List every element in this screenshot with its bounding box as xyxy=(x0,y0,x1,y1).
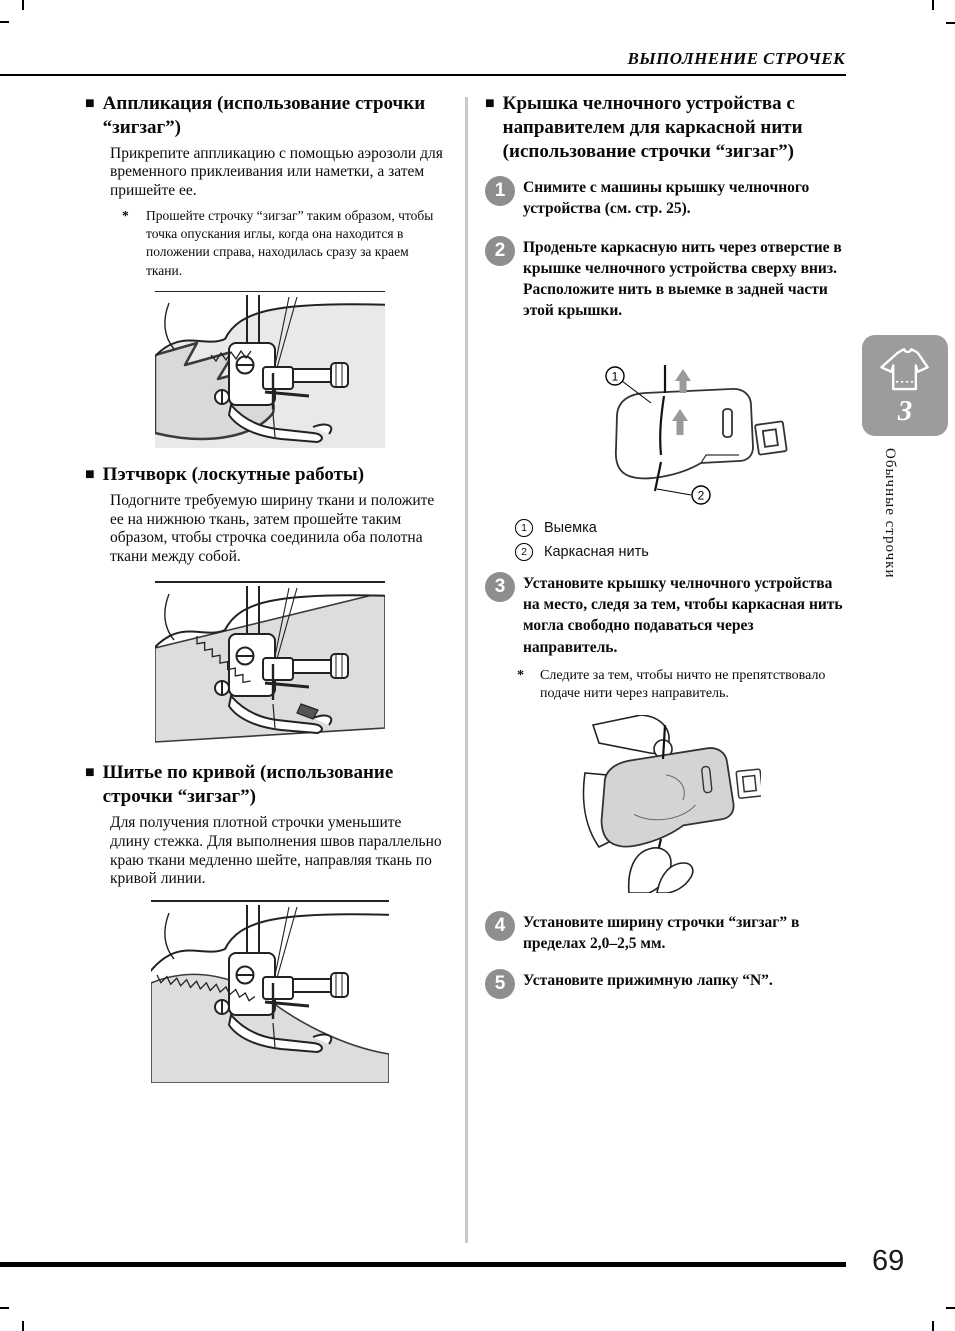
legend-label: Каркасная нить xyxy=(544,544,649,561)
legend-row-frame-thread xyxy=(515,543,850,561)
section-bullet-icon: ■ xyxy=(85,95,95,112)
circled-number-icon: 1 xyxy=(515,519,533,537)
section-title-text: Аппликация (использование строчки “зигзаг”) xyxy=(102,93,426,138)
asterisk-marker: * xyxy=(517,667,524,683)
page-number: 69 xyxy=(872,1245,905,1277)
svg-text:2: 2 xyxy=(697,488,705,503)
step-2 xyxy=(485,234,850,321)
crop-mark-bottom-right-h xyxy=(946,1307,955,1309)
chapter-number: 3 xyxy=(897,395,913,427)
circled-number-icon: 2 xyxy=(515,543,533,561)
callout-2-marker xyxy=(657,486,710,504)
chapter-tab xyxy=(862,335,948,436)
svg-text:1: 1 xyxy=(611,369,619,384)
crop-mark-bottom-left-v xyxy=(22,1321,24,1331)
section-title-applique xyxy=(85,92,445,140)
section-note-applique xyxy=(122,207,445,280)
section-body-patchwork: Подогните требуемую ширину ткани и положите ее на нижнюю ткань, затем прошейте таким образом, чтобы строчка соединила оба полотна ткани между собой. xyxy=(110,492,435,565)
illustration-cover-thread xyxy=(585,363,790,510)
illustration-curve-sewing xyxy=(151,897,389,1083)
step-text: Установите крышку челночного устройства на место, следя за тем, чтобы каркасная нить могла свободно подаваться через направитель. xyxy=(523,575,843,656)
chapter-vertical-label: Обычные строчки xyxy=(882,448,898,579)
section-title-text: Крышка челночного устройства с направителем для каркасной нити (использование строчки “зигзаг”) xyxy=(502,93,803,162)
step-text: Установите ширину строчки “зигзаг” в пределах 2,0–2,5 мм. xyxy=(523,914,800,953)
section-title-text: Шитье по кривой (использование строчки “зигзаг”) xyxy=(102,762,394,808)
running-header: ВЫПОЛНЕНИЕ СТРОЧЕК xyxy=(627,49,845,68)
footer-rule xyxy=(0,1262,846,1267)
crop-mark-top-left-v xyxy=(22,0,24,10)
step-number-badge: 3 xyxy=(485,572,515,602)
section-body-applique: Прикрепите аппликацию с помощью аэрозоли для временного приклеивания или наметки, а затем пришейте ее. xyxy=(110,144,443,200)
section-title-text: Пэтчворк (лоскутные работы) xyxy=(102,464,365,486)
section-title-bobbin-cover xyxy=(485,92,850,164)
legend-row-notch xyxy=(515,519,850,537)
section-title-patchwork xyxy=(85,463,445,487)
note-text: Прошейте строчку “зигзаг” таким образом, чтобы точка опускания иглы, когда она находится в положении справа, находилась сразу за краем ткани. xyxy=(146,207,434,278)
step-text: Проденьте каркасную нить через отверстие в крышке челночного устройства сверху вниз. Расположите нить в выемке в задней части этой крышки. xyxy=(523,238,842,320)
left-column xyxy=(85,92,445,1083)
illustration-cover-install-hands xyxy=(571,715,761,893)
section-body-curves: Для получения плотной строчки уменьшите длину стежка. Для выполнения швов параллельно краю ткани медленно шейте, направляя ткань по кривой линии. xyxy=(110,814,442,888)
step-5 xyxy=(485,967,850,999)
crop-mark-top-right-h xyxy=(946,22,955,24)
asterisk-marker: * xyxy=(122,207,129,223)
tshirt-icon xyxy=(876,345,934,395)
step-number-badge: 4 xyxy=(485,911,515,941)
crop-mark-top-right-v xyxy=(932,0,934,10)
section-bullet-icon: ■ xyxy=(485,95,495,112)
crop-mark-bottom-right-v xyxy=(932,1321,934,1331)
step-number-badge: 2 xyxy=(485,236,515,266)
illustration-applique-zigzag xyxy=(155,291,385,448)
callout-legend xyxy=(515,519,850,561)
step-1 xyxy=(485,174,850,219)
step-4 xyxy=(485,909,850,954)
step-3 xyxy=(485,570,850,657)
step-3-note xyxy=(517,667,827,705)
step-text: Установите прижимную лапку “N”. xyxy=(523,972,773,990)
step-text: Снимите с машины крышку челночного устройства (см. стр. 25). xyxy=(523,178,810,217)
crop-mark-top-left-h xyxy=(0,21,9,23)
section-bullet-icon: ■ xyxy=(85,764,95,782)
crop-mark-bottom-left-h xyxy=(0,1307,9,1309)
note-text: Следите за тем, чтобы ничто не препятствовало подаче нити через направитель. xyxy=(540,667,826,702)
section-title-curves xyxy=(85,761,445,809)
header-rule xyxy=(0,74,846,76)
step-number-badge: 1 xyxy=(485,176,515,206)
right-column xyxy=(485,92,850,999)
column-divider xyxy=(465,97,468,1243)
section-bullet-icon: ■ xyxy=(85,466,95,484)
illustration-patchwork xyxy=(155,576,385,743)
step-number-badge: 5 xyxy=(485,969,515,999)
legend-label: Выемка xyxy=(544,520,597,537)
